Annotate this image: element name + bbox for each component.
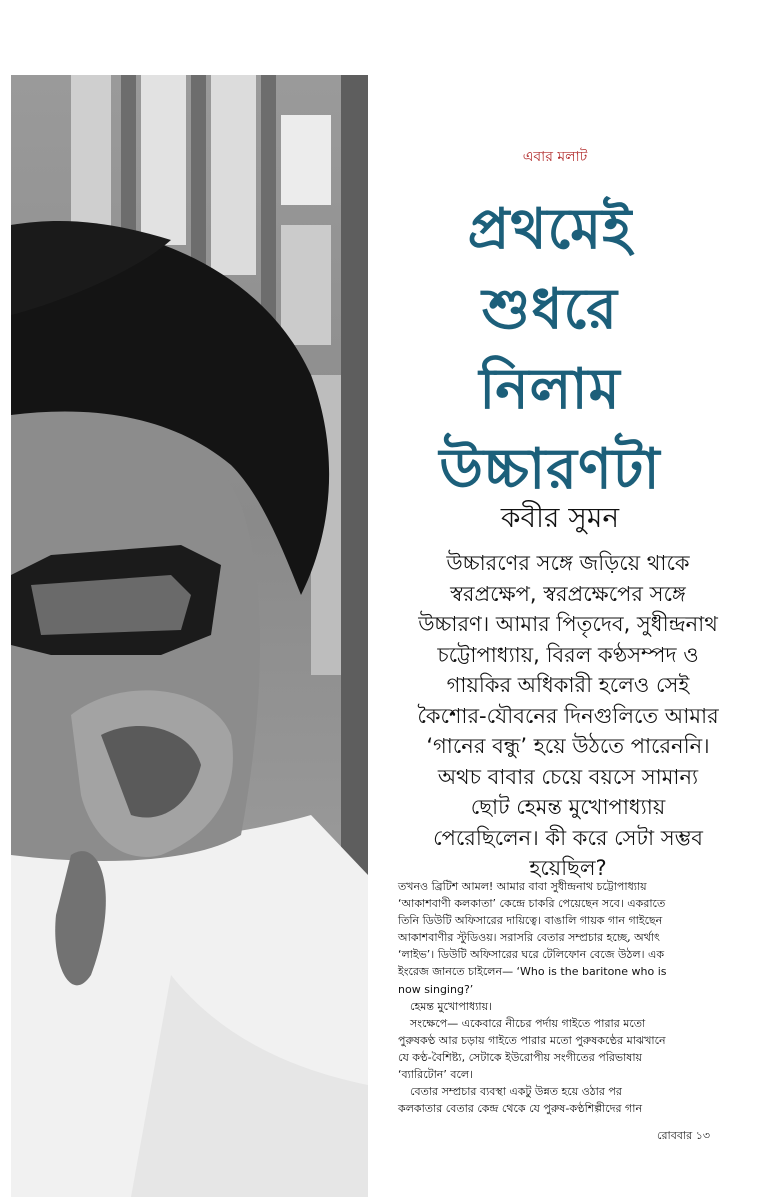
body-line: ‘আকাশবাণী কলকাতা’ কেন্দ্রে চাকরি পেয়েছেন সবে। একরাতে [398,897,666,911]
body-line: সংক্ষেপে— একেবারে নীচের পর্দায় গাইতে পারার মতো [410,1016,646,1030]
body-text [398,878,728,1117]
body-line: now singing?’ [398,982,474,996]
headline-line: নিলাম [479,357,621,422]
body-line: কলকাতার বেতার কেন্দ্র থেকে যে পুরুষ-কণ্ঠশিল্পীদের গান [398,1102,643,1116]
body-line: তখনও ব্রিটিশ আমল! আমার বাবা সুধীন্দ্রনাথ চট্টোপাধ্যায় [398,880,647,893]
intro-line: উচ্চারণ। আমার পিতৃদেব, সুধীন্দ্রনাথ [418,612,718,636]
intro-paragraph [398,548,738,884]
intro-line: অথচ বাবার চেয়ে বয়সে সামান্য [437,764,699,789]
body-line: পুরুষকণ্ঠ আর চড়ায় গাইতে পারার মতো পুরুষকণ্ঠের মাঝখানে [398,1033,666,1047]
page-folio: রোববার ১৩ [657,1129,710,1142]
author-byline: কবীর সুমন [500,501,620,534]
intro-line: উচ্চারণের সঙ্গে জড়িয়ে থাকে [446,551,690,575]
body-line: হেমন্ত মুখোপাধ্যায়। [410,999,492,1013]
body-line: যে কণ্ঠ-বৈশিষ্ট্য, সেটাকে ইউরোপীয় সংগীতের পরিভাষায় [398,1050,643,1064]
cover-photo [11,75,368,1197]
intro-line: চট্টোপাধ্যায়, বিরল কণ্ঠসম্পদ ও [437,642,699,667]
body-line: ইংরেজ জানতে চাইলেন— ‘Who is the baritone who is [398,965,667,979]
body-line: আকাশবাণীর স্টুডিওয়। সরাসরি বেতার সম্প্রচার হচ্ছে, অর্থাৎ [398,931,660,945]
body-line: তিনি ডিউটি অফিসারের দায়িত্বে। বাঙালি গায়ক গান গাইছেন [398,914,663,928]
body-line: বেতার সম্প্রচার ব্যবস্থা একটু উন্নত হয়ে ওঠার পর [410,1085,622,1099]
section-kicker: এবার মলাট [522,149,588,165]
intro-line: পেরেছিলেন। কী করে সেটা সম্ভব [433,825,703,850]
headline-line: উচ্চারণটা [439,437,661,502]
body-line: ‘ব্যারিটোন’ বলে। [398,1068,474,1082]
intro-line: ‘গানের বন্ধু’ হয়ে উঠতে পারেননি। [426,734,710,758]
headline [400,190,700,510]
body-line: ‘লাইভ’। ডিউটি অফিসারের ঘরে টেলিফোন বেজে উঠল। এক [398,948,665,962]
headline-line: প্রথমেই [467,197,633,262]
intro-line: গায়কির অধিকারী হলেও সেই [446,673,690,697]
intro-line: ছোট হেমন্ত মুখোপাধ্যায় [470,795,666,819]
headline-line: শুধরে [482,277,618,342]
intro-line: কৈশোর-যৌবনের দিনগুলিতে আমার [417,703,719,728]
intro-line: হয়েছিল? [529,856,607,880]
intro-line: স্বরপ্রক্ষেপ, স্বরপ্রক্ষেপের সঙ্গে [450,581,686,606]
